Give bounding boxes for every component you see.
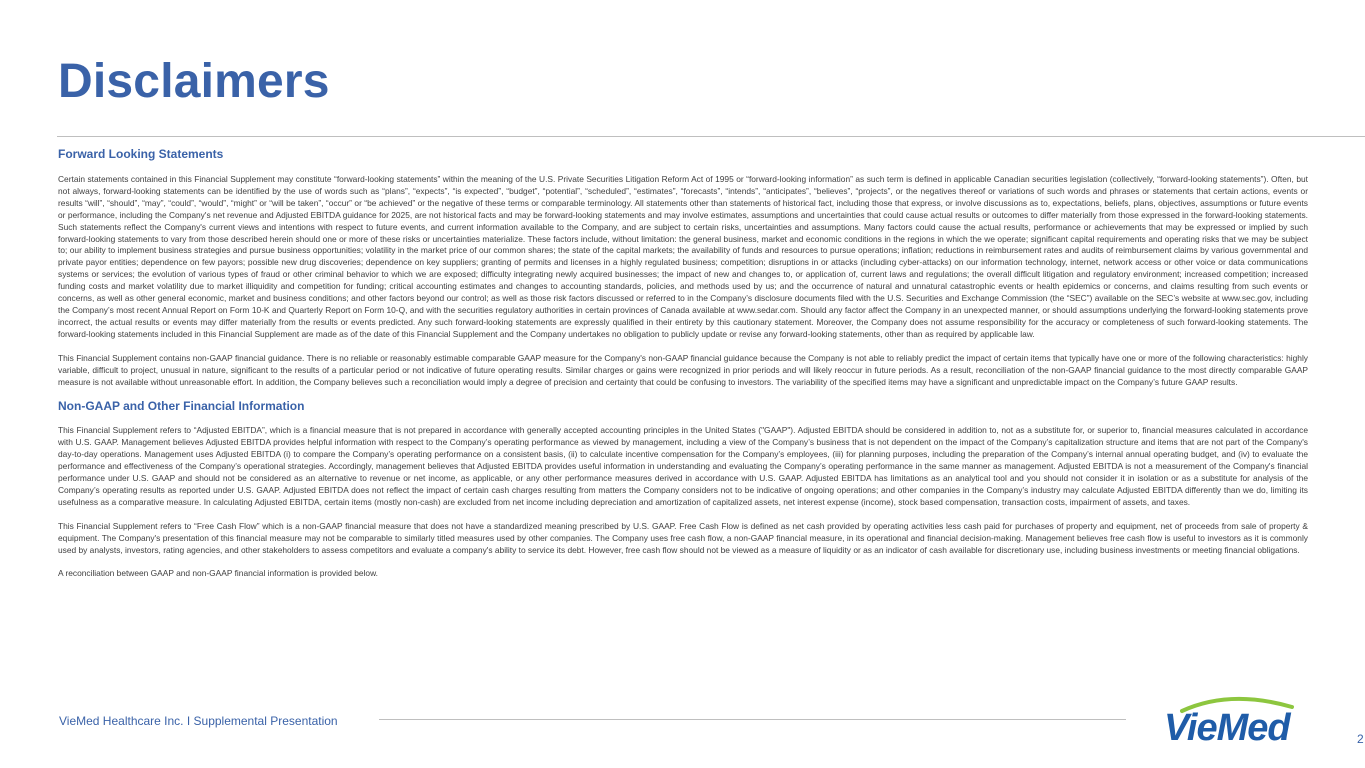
title-divider: [57, 136, 1365, 137]
page-title: Disclaimers: [58, 55, 330, 108]
footer-caption: VieMed Healthcare Inc. I Supplemental Presentation: [59, 714, 338, 728]
viemed-logo: [1160, 695, 1308, 745]
footer-divider: [379, 719, 1126, 720]
disclaimer-content: [58, 146, 1308, 580]
non-gaap-paragraph-1: This Financial Supplement refers to “Adjusted EBITDA”, which is a financial measure that is not prepared in accordance with generally accepted accounting principles in the United States ("GAAP"). Adjusted EBITDA should be considered in addition to, not as a substitute for, or superior to, financial measures calculated in accordance with U.S. GAAP. Management believes Adjusted EBITDA provides helpful information with respect to the Company’s operating performance as viewed by management, including a view of the Company’s business that is not dependent on the impact of the Company’s capitalization structure and items that are not part of the Company's day-to-day operations. Management uses Adjusted EBITDA (i) to compare the Company’s operating performance on a consistent basis, (ii) to calculate incentive compensation for the Company’s employees, (iii) for planning purposes, including the preparation of the Company’s internal annual operating budget, and (iv) to evaluate the performance and effectiveness of the Company’s operational strategies. Accordingly, management believes that Adjusted EBITDA provides useful information in understanding and evaluating the Company’s operating performance in the same manner as management. Adjusted EBITDA is not a measurement of the Company's financial performance under U.S. GAAP and should not be considered as an alternative to revenue or net income, as applicable, or any other performance measures derived in accordance with U.S. GAAP. Adjusted EBITDA has limitations as an analytical tool and you should not consider it in isolation or as a substitute for analysis of the Company’s operating results as reported under U.S. GAAP. Adjusted EBITDA does not reflect the impact of certain cash charges resulting from matters the Company considers not to be indicative of ongoing operations; and other companies in the Company’s industry may calculate Adjusted EBITDA differently than we do, limiting its usefulness as a comparative measure. In calculating Adjusted EBITDA, certain items (mostly non-cash) are excluded from net income including depreciation and amortization of capitalized assets, net interest expense (income), stock based compensation, transaction costs, impairment of assets, and taxes.: [58, 425, 1308, 507]
non-gaap-heading: Non-GAAP and Other Financial Information: [58, 399, 305, 414]
forward-looking-paragraph-1: Certain statements contained in this Financial Supplement may constitute “forward-looking statements” within the meaning of the U.S. Private Securities Litigation Reform Act of 1995 or “forward-looking information” as such term is defined in applicable Canadian securities legislation (collectively, “forward-looking statements”). Often, but not always, forward-looking statements can be identified by the use of words such as “plans”, “expects”, “is expected”, “budget”, “potential”, “scheduled”, “estimates”, “forecasts”, “intends”, “anticipates”, “believes”, “projects”, or the negatives thereof or variations of such words and phrases or statements that certain actions, events or results “will”, “should”, “may”, “could”, “would”, “might” or “will be taken”, “occur” or “be achieved” or the negative of these terms or comparable terminology. All statements other than statements of historical fact, including those that express, or involve discussions as to, expectations, beliefs, plans, objectives, assumptions or future events or performance, including the Company's net revenue and Adjusted EBITDA guidance for 2025, are not historical facts and may be forward-looking statements and may involve estimates, assumptions and uncertainties that could cause actual results or outcomes to differ materially from those expressed in the forward-looking statements. Such statements reflect the Company's current views and intentions with respect to future events, and current information available to the Company, and are subject to certain risks, uncertainties and assumptions. Many factors could cause the actual results, performance or achievements that may be expressed or implied by such forward-looking statements to vary from those described herein should one or more of these risks or uncertainties materialize. These factors include, without limitation: the general business, market and economic conditions in the regions in which the we operate; significant capital requirements and operating risks that we may be subject to; our ability to implement business strategies and pursue business opportunities; volatility in the market price of our common shares; the state of the capital markets; the availability of funds and resources to pursue operations; inflation; reductions in reimbursement rates and audits of reimbursement claims by various governmental and private payor entities; dependence on few payors; possible new drug discoveries; dependence on key suppliers; granting of permits and licenses in a highly regulated business; competition; disruptions in or attacks (including cyber-attacks) on our information technology, internet, network access or other voice or data communications systems or services; the evolution of various types of fraud or other criminal behavior to which we are exposed; difficulty integrating newly acquired businesses; the impact of new and changes to, or application of, current laws and regulations; the overall difficult litigation and regulatory environment; increased competition; increased funding costs and market volatility due to market illiquidity and competition for funding; critical accounting estimates and changes to accounting standards, policies, and methods used by us; and the occurrence of natural and unnatural catastrophic events or health epidemics or concerns, and claims resulting from such events or concerns, as well as other general economic, market and business conditions; and other factors beyond our control; as well as those risk factors discussed or referred to in the Company’s disclosure documents filed with the U.S. Securities and Exchange Commission (the “SEC”) available on the SEC’s website at www.sec.gov, including the Company’s most recent Annual Report on Form 10-K and Quarterly Report on Form 10-Q, and with the securities regulatory authorities in certain provinces of Canada available at www.sedar.com. Should any factor affect the Company in an unexpected manner, or should assumptions underlying the forward-looking statements prove incorrect, the actual results or events may differ materially from the results or events predicted. Any such forward-looking statements are expressly qualified in their entirety by this cautionary statement. Moreover, the Company does not assume responsibility for the accuracy or completeness of such forward-looking statements. The forward-looking statements included in this Financial Supplement are made as of the date of this Financial Supplement and the Company undertakes no obligation to publicly update or revise any forward-looking statements, other than as required by applicable law.: [58, 174, 1308, 339]
forward-looking-paragraph-2: This Financial Supplement contains non-GAAP financial guidance. There is no reliable or reasonably estimable comparable GAAP measure for the Company's non-GAAP financial guidance because the Company is not able to reliably predict the impact of certain items that typically have one or more of the following characteristics: highly variable, difficult to project, unusual in nature, significant to the results of a particular period or not indicative of future operating results. Similar charges or gains were recognized in prior periods and will likely reoccur in future periods. As a result, reconciliation of the non-GAAP financial guidance to the most directly comparable GAAP measure is not available without unreasonable effort. In addition, the Company believes such a reconciliation would imply a degree of precision and certainty that could be confusing to investors. The variability of the specified items may have a significant and unpredictable impact on the Company’s future GAAP results.: [58, 352, 1308, 387]
forward-looking-heading: Forward Looking Statements: [58, 147, 224, 161]
page-number: 2: [1357, 732, 1364, 746]
non-gaap-paragraph-3: A reconciliation between GAAP and non-GAAP financial information is provided below.: [58, 568, 378, 579]
svg-text:VieMed: VieMed: [1164, 707, 1290, 745]
non-gaap-paragraph-2: This Financial Supplement refers to “Free Cash Flow” which is a non-GAAP financial measure that does not have a standardized meaning prescribed by U.S. GAAP. Free Cash Flow is defined as net cash provided by operating activities less cash paid for purchases of property and equipment, net of proceeds from sale of property & equipment. The Company's presentation of this financial measure may not be comparable to similarly titled measures used by other companies. The Company uses free cash flow, a non-GAAP financial measure, in its operational and financial decision-making. Management believes free cash flow is useful to investors as it is commonly used by analysts, investors, rating agencies, and other stakeholders to assess competitors and evaluate a company's ability to service its debt. However, free cash flow should not be viewed as a measure of liquidity or as an indicator of cash available for discretionary use, including business investments or meeting financial obligations.: [58, 520, 1308, 555]
